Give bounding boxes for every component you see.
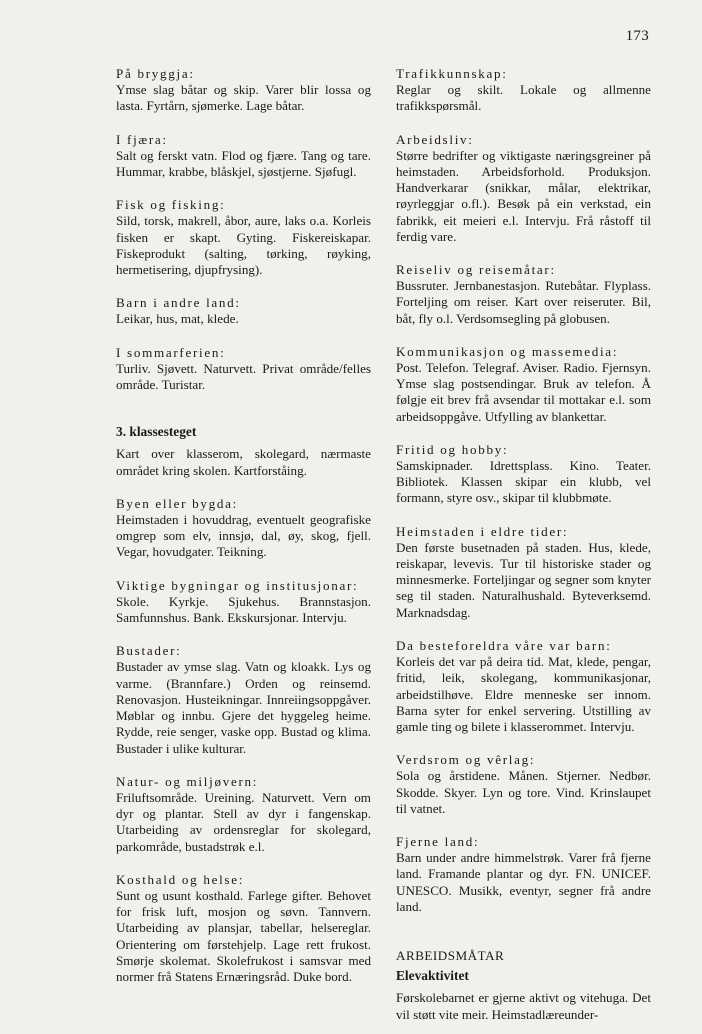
section-body: Større bedrifter og viktigaste næringsgreiner på heimstaden. Arbeidsforhold. Produksjon. Handverkarar (snikkar, målar, elektrikar, røyrleggjar o.fl.). Besøk på ein verkstad, ein fabrikk, eit meieri e.l. Intervju. Frå råstoff til ferdig vare. bbox=[396, 147, 651, 244]
topic-section bbox=[396, 262, 651, 327]
section-heading: Barn i andre land: bbox=[116, 295, 241, 311]
topic-section bbox=[396, 132, 651, 245]
topic-section bbox=[396, 66, 651, 115]
section-heading: Fisk og fisking: bbox=[116, 197, 226, 213]
section-body: Reglar og skilt. Lokale og allmenne trafikkspørsmål. bbox=[396, 82, 651, 114]
section-heading: Byen eller bygda: bbox=[116, 495, 238, 511]
section-body: Ymse slag båtar og skip. Varer blir lossa og lasta. Fyrtårn, sjømerke. Lage båtar. bbox=[116, 82, 371, 114]
section-body: Barn under andre himmelstrøk. Varer frå fjerne land. Framande plantar og dyr. FN. UNICEF. UNESCO. Musikk, eventyr, segner frå andre land. bbox=[396, 850, 651, 914]
topic-section bbox=[396, 442, 651, 507]
topic-section bbox=[116, 774, 371, 855]
section-heading: Verdsrom og vêrlag: bbox=[396, 752, 536, 768]
section-heading: Bustader: bbox=[116, 643, 182, 659]
section-body: Sola og årstidene. Månen. Stjerner. Nedbør. Skodde. Skyer. Lyn og tore. Vind. Krinslaupet til vatnet. bbox=[396, 768, 651, 816]
section-heading: Fjerne land: bbox=[396, 833, 480, 849]
section-body: Skole. Kyrkje. Sjukehus. Brannstasjon. Samfunnshus. Bank. Ekskursjonar. Intervju. bbox=[116, 593, 371, 626]
topic-section bbox=[116, 496, 371, 561]
left-column bbox=[116, 66, 371, 1002]
section-body: Bussruter. Jernbanestasjon. Rutebåtar. Flyplass. Forteljing om reiser. Kart over reiseruter. Bil, båt, fly o.l. Verdsomsegling på globusen. bbox=[396, 278, 651, 326]
section-body: Bustader av ymse slag. Vatn og kloakk. Lys og varme. (Brannfare.) Orden og reinsemd. Renovasjon. Husteikningar. Innreiingsoppgåver. Møblar og innbu. Gjere det hyggeleg heime. Rydde, reie senger, vaske opp. Bustad og klima. Bustader i ulike kulturar. bbox=[116, 659, 371, 756]
section-body: Leikar, hus, mat, klede. bbox=[116, 311, 239, 327]
section-body: Sild, torsk, makrell, åbor, aure, laks o.a. Korleis fisken er skapt. Gyting. Fiskereiskapar. Fiskeprodukt (salting, tørking, røyking, hermetisering, djupfrysing). bbox=[116, 213, 371, 278]
topic-section bbox=[396, 344, 651, 425]
section-heading: Kommunikasjon og massemedia: bbox=[396, 343, 619, 359]
topic-section bbox=[116, 578, 371, 627]
section-body: Den første busetnaden på staden. Hus, klede, reiskapar, levevis. Tur til historiske stader og minnesmerke. Forteljingar og segner som knyter seg til staden. Naturalhushald. Byteverksemd. Marknadsdag. bbox=[396, 539, 651, 620]
topic-section bbox=[396, 834, 651, 915]
topic-section bbox=[396, 638, 651, 735]
topic-section bbox=[116, 643, 371, 756]
section-heading: I sommarferien: bbox=[116, 344, 226, 360]
topic-section bbox=[396, 752, 651, 817]
section-heading: I fjæra: bbox=[116, 131, 168, 147]
final-paragraph: Førskolebarnet er gjerne aktivt og vitehuga. Det vil støtt vite meir. Heimstadlæreunder- bbox=[396, 990, 651, 1022]
topic-section bbox=[116, 345, 371, 394]
topic-section bbox=[116, 66, 371, 115]
section-body: Sunt og usunt kosthald. Farlege gifter. Behovet for frisk luft, mosjon og søvn. Tannvern. Utarbeiding av plansjar, tabellar, helsereglar. Orientering om førstehjelp. Lage rett frukost. Smørje skolemat. Skolefrukost i samsvar med normer frå Statens Ernæringsråd. Duke bord. bbox=[116, 887, 371, 984]
section-heading: Arbeidsliv: bbox=[396, 131, 474, 147]
topic-section bbox=[396, 524, 651, 621]
section-heading: Trafikkunnskap: bbox=[396, 66, 508, 81]
left-sections-b bbox=[116, 496, 371, 985]
section-body: Turliv. Sjøvett. Naturvett. Privat område/felles område. Turistar. bbox=[116, 360, 371, 393]
section-heading: Heimstaden i eldre tider: bbox=[396, 523, 569, 539]
section-body: Friluftsområde. Ureining. Naturvett. Vern om dyr og plantar. Stell av dyr i fangenskap. Utarbeiding av ordensreglar for skolegard, parkområde, bustadstrøk e.l. bbox=[116, 789, 371, 854]
topic-section bbox=[116, 197, 371, 278]
section-heading: Natur- og miljøvern: bbox=[116, 773, 259, 789]
left-sections-a bbox=[116, 66, 371, 393]
methods-heading: ARBEIDSMÅTAR bbox=[396, 947, 505, 963]
section-body: Korleis det var på deira tid. Mat, klede, pengar, fritid, leik, skolegang, kommunikasjonar, arbeidstilhøve. Eldre menneske ser innom. Barna syter for enkel servering. Utstilling av gamle ting og bilete i klasserommet. Intervju. bbox=[396, 654, 651, 734]
right-sections bbox=[396, 66, 651, 915]
topic-section bbox=[116, 295, 371, 327]
section-body: Samskipnader. Idrettsplass. Kino. Teater. Bibliotek. Klassen skipar ein klubb, vel formann, styre osv., skipar til klubbmøte. bbox=[396, 458, 651, 506]
section-body: Kart over klasserom, skolegard, nærmaste området kring skolen. Kartforståing. bbox=[116, 446, 371, 478]
section-heading: På bryggja: bbox=[116, 66, 195, 81]
section-body: Post. Telefon. Telegraf. Aviser. Radio. Fjernsyn. Ymse slag postsendingar. Bruk av telefon. Å følgje eit brev frå avsendar til mottakar e.l. som arbeidsoppgåve. Utfylling av blankettar. bbox=[396, 360, 651, 424]
right-column bbox=[396, 66, 651, 1023]
topic-section bbox=[116, 872, 371, 985]
topic-section bbox=[116, 132, 371, 181]
section-heading: Viktige bygningar og institusjonar: bbox=[116, 577, 359, 593]
section-body: Salt og ferskt vatn. Flod og fjære. Tang og tare. Hummar, krabbe, blåskjel, sjøstjerne. Sjøfugl. bbox=[116, 147, 371, 180]
section-heading: Kosthald og helse: bbox=[116, 871, 245, 887]
page-number: 173 bbox=[625, 28, 649, 44]
section-heading: Fritid og hobby: bbox=[396, 441, 509, 457]
section-heading: Reiseliv og reisemåtar: bbox=[396, 262, 556, 278]
grade-intro bbox=[116, 446, 371, 478]
grade-heading: 3. klassesteget bbox=[116, 424, 197, 440]
section-heading: Da besteforeldra våre var barn: bbox=[396, 637, 612, 653]
section-body: Heimstaden i hovuddrag, eventuelt geografiske omgrep som elv, innsjø, dal, øy, skog, fjell. Vegar, hovudgater. Teikning. bbox=[116, 512, 371, 560]
pupil-activity-heading: Elevaktivitet bbox=[396, 968, 469, 984]
